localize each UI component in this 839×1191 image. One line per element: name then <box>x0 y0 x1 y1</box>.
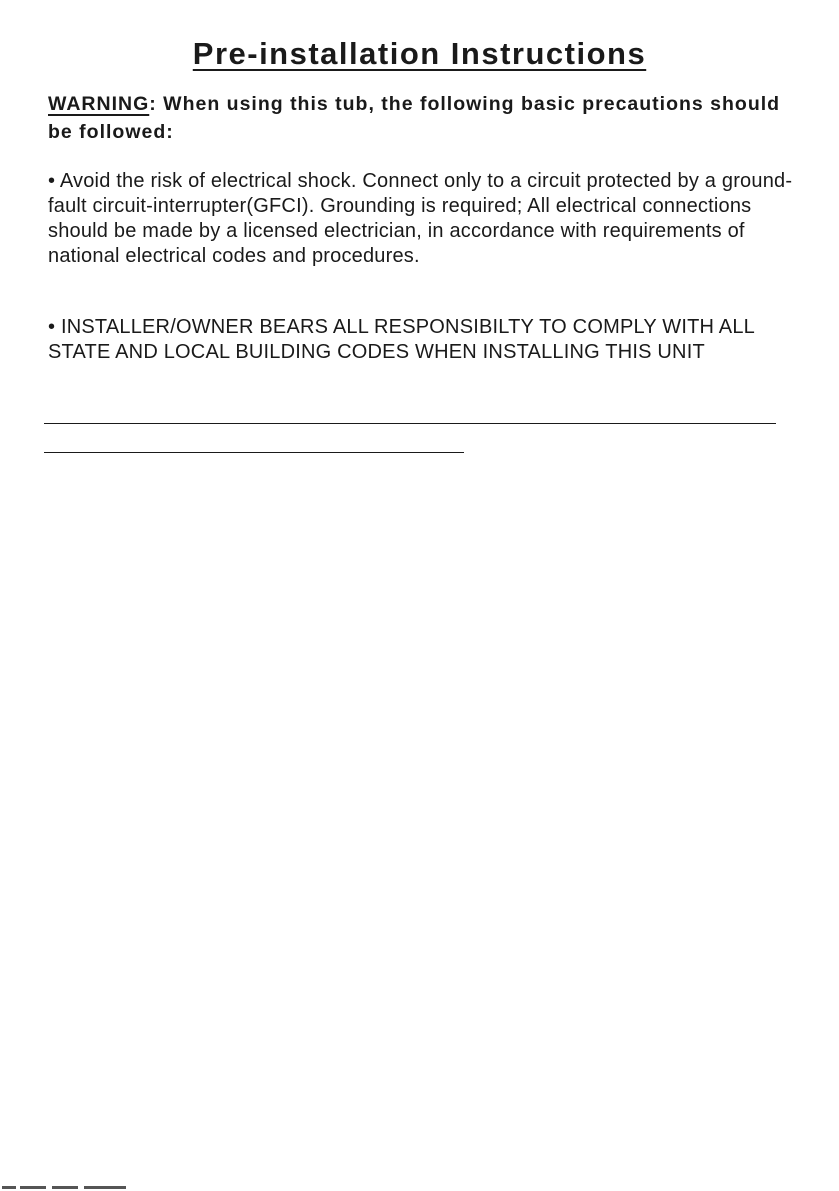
warning-notice <box>48 90 788 146</box>
divider-line <box>44 423 776 424</box>
page-title: Pre-installation Instructions <box>192 36 647 71</box>
building-codes-paragraph: • INSTALLER/OWNER BEARS ALL RESPONSIBILTY TO COMPLY WITH ALL STATE AND LOCAL BUILDING CODES WHEN INSTALLING THIS UNIT <box>48 316 755 363</box>
warning-text: : When using this tub, the following basic precautions should be followed: <box>48 93 781 143</box>
warning-label: WARNING <box>48 93 150 115</box>
electrical-shock-paragraph: • Avoid the risk of electrical shock. Connect only to a circuit protected by a ground-fault circuit-interrupter(GFCI). Grounding is required; All electrical connections should be made by a licensed electrician, in accordance with requirements of national electrical codes and procedures. <box>48 170 793 267</box>
divider-line-short <box>44 452 464 453</box>
